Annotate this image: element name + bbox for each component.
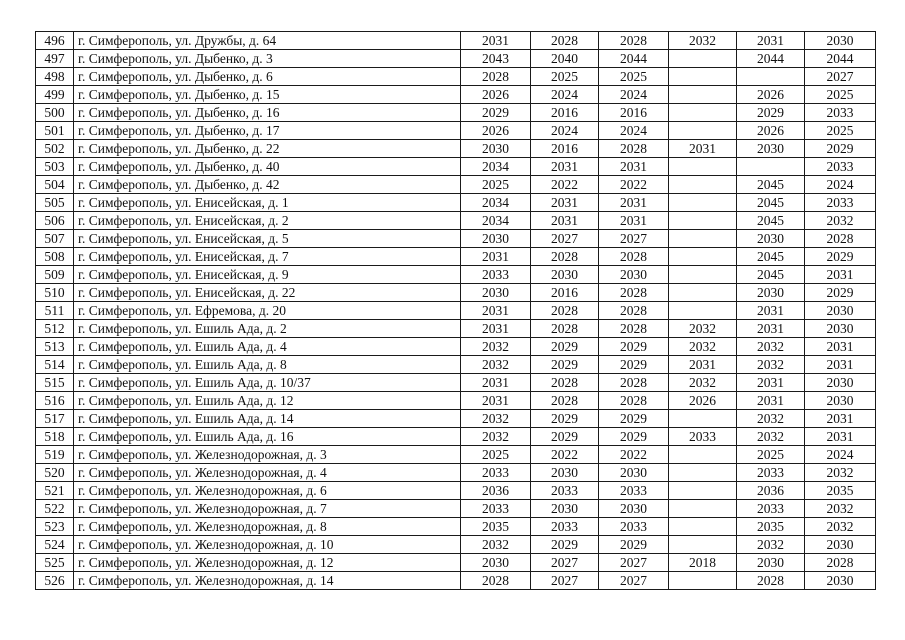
address-cell: г. Симферополь, ул. Ешиль Ада, д. 8 [74, 356, 461, 374]
row-number-cell: 502 [36, 140, 74, 158]
year-cell-5: 2031 [737, 320, 805, 338]
year-cell-6: 2027 [805, 68, 876, 86]
year-cell-4 [669, 266, 737, 284]
year-cell-4 [669, 248, 737, 266]
table-row [36, 518, 876, 536]
year-cell-5: 2045 [737, 194, 805, 212]
year-cell-4 [669, 86, 737, 104]
table-row [36, 572, 876, 590]
row-number-cell: 496 [36, 32, 74, 50]
table-row [36, 32, 876, 50]
address-cell: г. Симферополь, ул. Енисейская, д. 9 [74, 266, 461, 284]
year-cell-6: 2031 [805, 338, 876, 356]
year-cell-4: 2026 [669, 392, 737, 410]
year-cell-2: 2029 [531, 428, 599, 446]
table-row [36, 302, 876, 320]
year-cell-4 [669, 212, 737, 230]
row-number-cell: 520 [36, 464, 74, 482]
row-number-cell: 517 [36, 410, 74, 428]
year-cell-6: 2028 [805, 230, 876, 248]
year-cell-2: 2030 [531, 464, 599, 482]
document-table [35, 31, 876, 590]
year-cell-4 [669, 176, 737, 194]
year-cell-1: 2028 [461, 572, 531, 590]
row-number-cell: 524 [36, 536, 74, 554]
year-cell-6: 2031 [805, 266, 876, 284]
year-cell-2: 2028 [531, 392, 599, 410]
year-cell-3: 2029 [599, 338, 669, 356]
address-cell: г. Симферополь, ул. Железнодорожная, д. 8 [74, 518, 461, 536]
year-cell-2: 2016 [531, 140, 599, 158]
year-cell-6: 2030 [805, 572, 876, 590]
year-cell-6: 2030 [805, 302, 876, 320]
year-cell-2: 2028 [531, 320, 599, 338]
year-cell-1: 2031 [461, 32, 531, 50]
year-cell-4 [669, 68, 737, 86]
table-row [36, 104, 876, 122]
row-number-cell: 504 [36, 176, 74, 194]
year-cell-5: 2031 [737, 32, 805, 50]
table-row [36, 392, 876, 410]
year-cell-3: 2016 [599, 104, 669, 122]
row-number-cell: 508 [36, 248, 74, 266]
row-number-cell: 503 [36, 158, 74, 176]
year-cell-3: 2025 [599, 68, 669, 86]
year-cell-3: 2033 [599, 482, 669, 500]
row-number-cell: 497 [36, 50, 74, 68]
year-cell-4 [669, 572, 737, 590]
address-cell: г. Симферополь, ул. Дыбенко, д. 6 [74, 68, 461, 86]
year-cell-5: 2025 [737, 446, 805, 464]
year-cell-5: 2031 [737, 302, 805, 320]
year-cell-4 [669, 518, 737, 536]
year-cell-6: 2030 [805, 320, 876, 338]
year-cell-2: 2029 [531, 410, 599, 428]
address-cell: г. Симферополь, ул. Ефремова, д. 20 [74, 302, 461, 320]
year-cell-2: 2028 [531, 248, 599, 266]
address-cell: г. Симферополь, ул. Ешиль Ада, д. 14 [74, 410, 461, 428]
year-cell-3: 2031 [599, 194, 669, 212]
table-row [36, 374, 876, 392]
row-number-cell: 506 [36, 212, 74, 230]
table-row [36, 356, 876, 374]
year-cell-4 [669, 104, 737, 122]
address-cell: г. Симферополь, ул. Железнодорожная, д. 10 [74, 536, 461, 554]
year-cell-4 [669, 464, 737, 482]
address-cell: г. Симферополь, ул. Ешиль Ада, д. 12 [74, 392, 461, 410]
address-cell: г. Симферополь, ул. Железнодорожная, д. 4 [74, 464, 461, 482]
year-cell-3: 2027 [599, 554, 669, 572]
year-cell-1: 2032 [461, 338, 531, 356]
year-cell-6: 2024 [805, 446, 876, 464]
table-row [36, 536, 876, 554]
year-cell-4 [669, 284, 737, 302]
year-cell-2: 2028 [531, 32, 599, 50]
row-number-cell: 523 [36, 518, 74, 536]
year-cell-3: 2033 [599, 518, 669, 536]
year-cell-3: 2022 [599, 176, 669, 194]
year-cell-5: 2026 [737, 122, 805, 140]
year-cell-3: 2031 [599, 212, 669, 230]
address-cell: г. Симферополь, ул. Енисейская, д. 22 [74, 284, 461, 302]
year-cell-2: 2033 [531, 482, 599, 500]
year-cell-3: 2031 [599, 158, 669, 176]
year-cell-6: 2029 [805, 140, 876, 158]
year-cell-6: 2024 [805, 176, 876, 194]
year-cell-3: 2029 [599, 410, 669, 428]
year-cell-3: 2029 [599, 356, 669, 374]
row-number-cell: 498 [36, 68, 74, 86]
year-cell-1: 2034 [461, 212, 531, 230]
address-cell: г. Симферополь, ул. Енисейская, д. 1 [74, 194, 461, 212]
row-number-cell: 525 [36, 554, 74, 572]
year-cell-1: 2031 [461, 302, 531, 320]
year-cell-4 [669, 194, 737, 212]
year-cell-4: 2032 [669, 338, 737, 356]
year-cell-1: 2031 [461, 320, 531, 338]
year-cell-3: 2022 [599, 446, 669, 464]
row-number-cell: 509 [36, 266, 74, 284]
year-cell-1: 2025 [461, 176, 531, 194]
address-cell: г. Симферополь, ул. Дыбенко, д. 17 [74, 122, 461, 140]
year-cell-1: 2032 [461, 536, 531, 554]
address-cell: г. Симферополь, ул. Ешиль Ада, д. 4 [74, 338, 461, 356]
year-cell-6: 2030 [805, 536, 876, 554]
table-row [36, 122, 876, 140]
year-cell-2: 2024 [531, 122, 599, 140]
year-cell-1: 2026 [461, 122, 531, 140]
year-cell-3: 2029 [599, 536, 669, 554]
year-cell-3: 2030 [599, 266, 669, 284]
table-row [36, 266, 876, 284]
year-cell-4 [669, 410, 737, 428]
year-cell-2: 2040 [531, 50, 599, 68]
year-cell-5 [737, 158, 805, 176]
year-cell-4 [669, 500, 737, 518]
year-cell-2: 2030 [531, 266, 599, 284]
table-row [36, 50, 876, 68]
address-cell: г. Симферополь, ул. Железнодорожная, д. 12 [74, 554, 461, 572]
year-cell-6: 2029 [805, 248, 876, 266]
year-cell-2: 2027 [531, 572, 599, 590]
year-cell-5: 2044 [737, 50, 805, 68]
row-number-cell: 510 [36, 284, 74, 302]
year-cell-6: 2030 [805, 32, 876, 50]
table-row [36, 158, 876, 176]
address-cell: г. Симферополь, ул. Железнодорожная, д. 14 [74, 572, 461, 590]
table-body [36, 32, 876, 590]
year-cell-2: 2031 [531, 158, 599, 176]
year-cell-1: 2030 [461, 554, 531, 572]
address-cell: г. Симферополь, ул. Дружбы, д. 64 [74, 32, 461, 50]
address-cell: г. Симферополь, ул. Дыбенко, д. 3 [74, 50, 461, 68]
year-cell-6: 2028 [805, 554, 876, 572]
year-cell-5: 2031 [737, 392, 805, 410]
table-row [36, 338, 876, 356]
year-cell-2: 2016 [531, 284, 599, 302]
table-row [36, 464, 876, 482]
year-cell-5: 2029 [737, 104, 805, 122]
table-row [36, 68, 876, 86]
year-cell-4: 2031 [669, 356, 737, 374]
row-number-cell: 505 [36, 194, 74, 212]
table-row [36, 410, 876, 428]
year-cell-4 [669, 50, 737, 68]
year-cell-2: 2022 [531, 176, 599, 194]
year-cell-2: 2033 [531, 518, 599, 536]
year-cell-6: 2033 [805, 194, 876, 212]
year-cell-5: 2045 [737, 266, 805, 284]
year-cell-1: 2029 [461, 104, 531, 122]
year-cell-1: 2033 [461, 500, 531, 518]
year-cell-5: 2032 [737, 410, 805, 428]
row-number-cell: 518 [36, 428, 74, 446]
address-cell: г. Симферополь, ул. Дыбенко, д. 40 [74, 158, 461, 176]
address-cell: г. Симферополь, ул. Железнодорожная, д. 6 [74, 482, 461, 500]
year-cell-2: 2024 [531, 86, 599, 104]
year-cell-6: 2032 [805, 500, 876, 518]
year-cell-3: 2028 [599, 32, 669, 50]
year-cell-2: 2030 [531, 500, 599, 518]
row-number-cell: 501 [36, 122, 74, 140]
year-cell-2: 2016 [531, 104, 599, 122]
address-cell: г. Симферополь, ул. Железнодорожная, д. 7 [74, 500, 461, 518]
year-cell-4: 2032 [669, 32, 737, 50]
row-number-cell: 521 [36, 482, 74, 500]
year-cell-3: 2029 [599, 428, 669, 446]
year-cell-6: 2031 [805, 428, 876, 446]
year-cell-1: 2043 [461, 50, 531, 68]
year-cell-1: 2033 [461, 266, 531, 284]
year-cell-4 [669, 122, 737, 140]
address-cell: г. Симферополь, ул. Железнодорожная, д. 3 [74, 446, 461, 464]
year-cell-1: 2032 [461, 356, 531, 374]
row-number-cell: 526 [36, 572, 74, 590]
row-number-cell: 522 [36, 500, 74, 518]
year-cell-3: 2030 [599, 464, 669, 482]
table-row [36, 212, 876, 230]
year-cell-6: 2032 [805, 212, 876, 230]
year-cell-1: 2034 [461, 158, 531, 176]
year-cell-4 [669, 302, 737, 320]
year-cell-5: 2035 [737, 518, 805, 536]
year-cell-1: 2031 [461, 248, 531, 266]
year-cell-1: 2031 [461, 392, 531, 410]
year-cell-5: 2030 [737, 284, 805, 302]
year-cell-3: 2028 [599, 248, 669, 266]
year-cell-2: 2028 [531, 302, 599, 320]
year-cell-5: 2031 [737, 374, 805, 392]
address-cell: г. Симферополь, ул. Енисейская, д. 5 [74, 230, 461, 248]
row-number-cell: 511 [36, 302, 74, 320]
year-cell-6: 2031 [805, 410, 876, 428]
year-cell-1: 2025 [461, 446, 531, 464]
year-cell-5: 2036 [737, 482, 805, 500]
address-cell: г. Симферополь, ул. Дыбенко, д. 16 [74, 104, 461, 122]
year-cell-4: 2033 [669, 428, 737, 446]
address-cell: г. Симферополь, ул. Ешиль Ада, д. 10/37 [74, 374, 461, 392]
year-cell-6: 2033 [805, 104, 876, 122]
year-cell-1: 2032 [461, 410, 531, 428]
year-cell-6: 2025 [805, 122, 876, 140]
year-cell-3: 2024 [599, 86, 669, 104]
year-cell-3: 2027 [599, 230, 669, 248]
year-cell-2: 2022 [531, 446, 599, 464]
address-cell: г. Симферополь, ул. Ешиль Ада, д. 2 [74, 320, 461, 338]
row-number-cell: 516 [36, 392, 74, 410]
year-cell-4 [669, 158, 737, 176]
year-cell-6: 2035 [805, 482, 876, 500]
year-cell-1: 2031 [461, 374, 531, 392]
year-cell-3: 2024 [599, 122, 669, 140]
year-cell-1: 2030 [461, 140, 531, 158]
row-number-cell: 513 [36, 338, 74, 356]
year-cell-5: 2045 [737, 176, 805, 194]
year-cell-4 [669, 230, 737, 248]
year-cell-6: 2030 [805, 392, 876, 410]
table-row [36, 248, 876, 266]
table-row [36, 320, 876, 338]
year-cell-4: 2032 [669, 374, 737, 392]
year-cell-4: 2032 [669, 320, 737, 338]
year-cell-5: 2032 [737, 428, 805, 446]
year-cell-6: 2044 [805, 50, 876, 68]
year-cell-5: 2032 [737, 356, 805, 374]
year-cell-5: 2033 [737, 500, 805, 518]
table-row [36, 446, 876, 464]
year-cell-5: 2030 [737, 230, 805, 248]
year-cell-5: 2032 [737, 338, 805, 356]
row-number-cell: 500 [36, 104, 74, 122]
year-cell-3: 2028 [599, 374, 669, 392]
year-cell-3: 2028 [599, 392, 669, 410]
year-cell-3: 2028 [599, 140, 669, 158]
year-cell-2: 2028 [531, 374, 599, 392]
row-number-cell: 514 [36, 356, 74, 374]
year-cell-4: 2031 [669, 140, 737, 158]
year-cell-2: 2031 [531, 212, 599, 230]
address-cell: г. Симферополь, ул. Енисейская, д. 2 [74, 212, 461, 230]
address-cell: г. Симферополь, ул. Дыбенко, д. 22 [74, 140, 461, 158]
year-cell-6: 2032 [805, 464, 876, 482]
row-number-cell: 507 [36, 230, 74, 248]
year-cell-5: 2028 [737, 572, 805, 590]
year-cell-4 [669, 536, 737, 554]
year-cell-5 [737, 68, 805, 86]
year-cell-1: 2030 [461, 284, 531, 302]
year-cell-6: 2032 [805, 518, 876, 536]
year-cell-4 [669, 446, 737, 464]
table-row [36, 230, 876, 248]
year-cell-1: 2032 [461, 428, 531, 446]
table-row [36, 176, 876, 194]
table-row [36, 284, 876, 302]
address-cell: г. Симферополь, ул. Енисейская, д. 7 [74, 248, 461, 266]
year-cell-5: 2030 [737, 554, 805, 572]
year-cell-5: 2030 [737, 140, 805, 158]
year-cell-2: 2027 [531, 554, 599, 572]
address-cell: г. Симферополь, ул. Ешиль Ада, д. 16 [74, 428, 461, 446]
year-cell-5: 2045 [737, 212, 805, 230]
year-cell-3: 2028 [599, 320, 669, 338]
year-cell-1: 2036 [461, 482, 531, 500]
year-cell-2: 2029 [531, 536, 599, 554]
year-cell-5: 2033 [737, 464, 805, 482]
row-number-cell: 499 [36, 86, 74, 104]
table-row [36, 500, 876, 518]
year-cell-3: 2030 [599, 500, 669, 518]
year-cell-1: 2026 [461, 86, 531, 104]
year-cell-3: 2028 [599, 284, 669, 302]
year-cell-1: 2028 [461, 68, 531, 86]
table-row [36, 554, 876, 572]
year-cell-1: 2030 [461, 230, 531, 248]
year-cell-4: 2018 [669, 554, 737, 572]
table-row [36, 428, 876, 446]
table-row [36, 482, 876, 500]
year-cell-3: 2027 [599, 572, 669, 590]
row-number-cell: 515 [36, 374, 74, 392]
year-cell-6: 2031 [805, 356, 876, 374]
address-cell: г. Симферополь, ул. Дыбенко, д. 42 [74, 176, 461, 194]
row-number-cell: 519 [36, 446, 74, 464]
year-cell-2: 2025 [531, 68, 599, 86]
year-cell-1: 2035 [461, 518, 531, 536]
year-cell-5: 2032 [737, 536, 805, 554]
year-cell-2: 2027 [531, 230, 599, 248]
year-cell-6: 2025 [805, 86, 876, 104]
year-cell-1: 2033 [461, 464, 531, 482]
year-cell-4 [669, 482, 737, 500]
year-cell-5: 2045 [737, 248, 805, 266]
year-cell-6: 2030 [805, 374, 876, 392]
year-cell-3: 2044 [599, 50, 669, 68]
year-cell-2: 2029 [531, 356, 599, 374]
year-cell-6: 2029 [805, 284, 876, 302]
year-cell-3: 2028 [599, 302, 669, 320]
year-cell-5: 2026 [737, 86, 805, 104]
table-row [36, 140, 876, 158]
year-cell-1: 2034 [461, 194, 531, 212]
row-number-cell: 512 [36, 320, 74, 338]
table-row [36, 86, 876, 104]
year-cell-2: 2031 [531, 194, 599, 212]
table-row [36, 194, 876, 212]
address-cell: г. Симферополь, ул. Дыбенко, д. 15 [74, 86, 461, 104]
year-cell-6: 2033 [805, 158, 876, 176]
year-cell-2: 2029 [531, 338, 599, 356]
